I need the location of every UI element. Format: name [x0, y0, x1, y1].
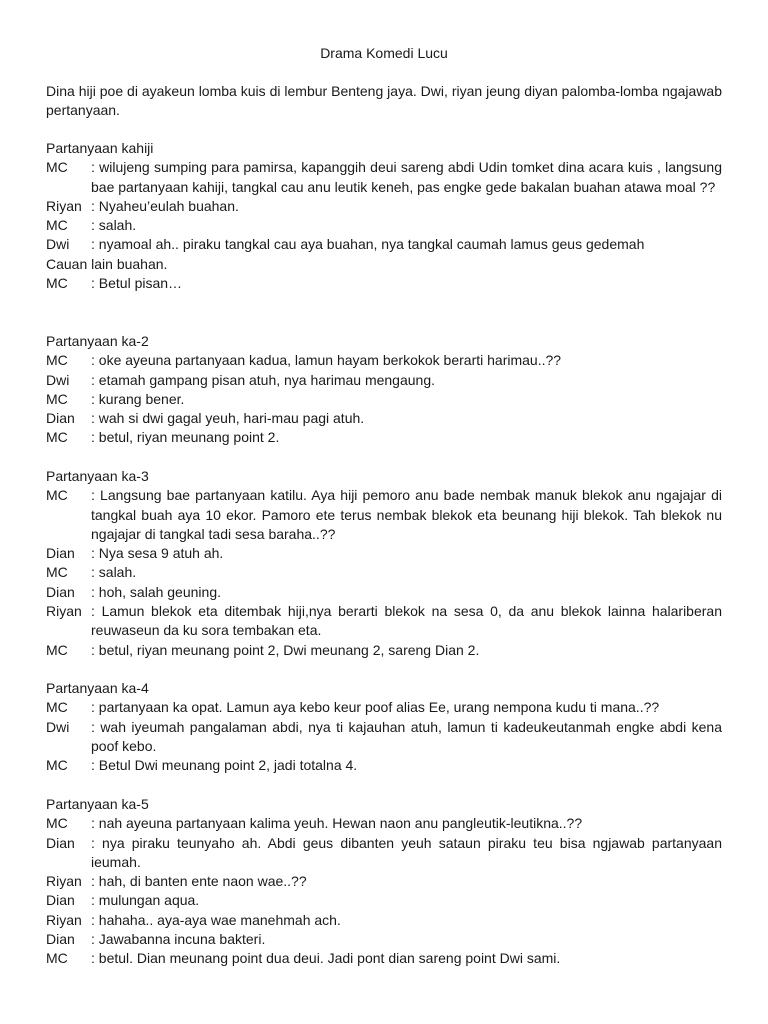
dialogue-line: [46, 351, 722, 370]
dialogue-line: [46, 834, 722, 873]
speaker: MC: [46, 217, 68, 234]
section-heading: Partanyaan ka-5: [46, 796, 149, 812]
dialogue-line: [46, 544, 722, 563]
speaker: Dian: [46, 583, 75, 600]
dialogue-text: : etamah gampang pisan atuh, nya harimau mengaung.: [91, 371, 436, 388]
dialogue-line: [46, 602, 722, 641]
speaker: MC: [46, 159, 68, 176]
dialogue-text: : Betul Dwi meunang point 2, jadi totalna 4.: [91, 757, 358, 774]
speaker: Dwi: [46, 718, 70, 735]
dialogue-text: : betul, riyan meunang point 2, Dwi meunang 2, sareng Dian 2.: [91, 641, 480, 658]
dialogue-text: : hahaha.. aya-aya wae manehmah ach.: [91, 911, 341, 928]
dialogue-line: [46, 274, 722, 293]
dialogue-line: [46, 216, 722, 235]
dialogue-text: : salah.: [91, 217, 137, 234]
section-heading: Partanyaan ka-3: [46, 468, 149, 484]
speaker: MC: [46, 950, 68, 967]
dialogue-text: : wah iyeumah pangalaman abdi, nya ti kajauhan atuh, lamun ti kadeukeutanmah engke abdi kena poof kebo.: [91, 718, 722, 754]
speaker: Dian: [46, 545, 75, 562]
dialogue-text: : hoh, salah geuning.: [91, 583, 221, 600]
speaker: MC: [46, 275, 68, 292]
dialogue-text: : betul. Dian meunang point dua deui. Jadi pont dian sareng point Dwi sami.: [91, 950, 561, 967]
dialogue-text: : partanyaan ka opat. Lamun aya kebo keur poof alias Ee, urang nempona kudu ti mana..??: [91, 699, 660, 716]
dialogue-text: : nyamoal ah.. piraku tangkal cau aya buahan, nya tangkal caumah lamus geus gedemah: [91, 236, 645, 253]
dialogue-line: [46, 158, 722, 197]
dialogue-line: [46, 428, 722, 447]
speaker: MC: [46, 699, 68, 716]
dialogue-text: : Nyaheu’eulah buahan.: [91, 197, 239, 214]
dialogue-text: : mulungan aqua.: [91, 892, 200, 909]
dialogue-line: [46, 891, 722, 910]
speaker: MC: [46, 429, 68, 446]
speaker: MC: [46, 390, 68, 407]
dialogue-line: [46, 235, 722, 254]
dialogue-text: : oke ayeuna partanyaan kadua, lamun hayam berkokok berarti harimau..??: [91, 352, 562, 369]
dialogue-line: [46, 197, 722, 216]
dialogue-line: [46, 718, 722, 757]
section-5: [46, 795, 722, 969]
section-2: [46, 332, 722, 448]
document-title: Drama Komedi Lucu: [320, 45, 448, 61]
speaker: MC: [46, 815, 68, 832]
dialogue-line: [46, 872, 722, 891]
dialogue-text: : hah, di banten ente naon wae..??: [91, 873, 307, 890]
speaker: Dian: [46, 931, 75, 948]
section-4: [46, 679, 722, 775]
speaker: Riyan: [46, 911, 82, 928]
dialogue-text: : Jawabanna incuna bakteri.: [91, 931, 266, 948]
dialogue-line: [46, 930, 722, 949]
dialogue-text: : wah si dwi gagal yeuh, hari-mau pagi atuh.: [91, 410, 365, 427]
speaker: Dian: [46, 834, 75, 851]
dialogue-line: [46, 756, 722, 775]
dialogue-text: : betul, riyan meunang point 2.: [91, 429, 280, 446]
dialogue-text: : Langsung bae partanyaan katilu. Aya hiji pemoro anu bade nembak manuk blekok anu ngajajar di tangkal buah aya 10 ekor. Pamoro ete terus nembak blekok eta beunang hiji blekok. Tah blekok nu ngajajar di tangkal tadi sesa baraha..??: [91, 487, 722, 542]
dialogue-line: [46, 371, 722, 390]
speaker: MC: [46, 757, 68, 774]
dialogue-text: : nya piraku teunyaho ah. Abdi geus dibanten yeuh sataun piraku teu bisa ngjawab partanyaan ieumah.: [91, 834, 722, 870]
dialogue-line: [46, 583, 722, 602]
speaker: Dian: [46, 892, 75, 909]
dialogue-text: : Lamun blekok eta ditembak hiji,nya berarti blekok na sesa 0, da anu blekok lainna halariberan reuwaseun da ku sora tembakan eta.: [91, 603, 722, 639]
speaker: Dwi: [46, 371, 70, 388]
dialogue-line: [46, 563, 722, 582]
section-heading: Partanyaan ka-2: [46, 333, 149, 349]
speaker: Riyan: [46, 873, 82, 890]
dialogue-line: [46, 409, 722, 428]
speaker: Dwi: [46, 236, 70, 253]
section-1: [46, 139, 722, 293]
section-heading: Partanyaan kahiji: [46, 140, 154, 156]
speaker: MC: [46, 487, 68, 504]
speaker: MC: [46, 641, 68, 658]
dialogue-text: Cauan lain buahan.: [46, 255, 168, 272]
dialogue-line: [46, 641, 722, 660]
speaker: Dian: [46, 410, 75, 427]
dialogue-text: : Nya sesa 9 atuh ah.: [91, 545, 224, 562]
dialogue-text: : kurang bener.: [91, 390, 185, 407]
speaker: MC: [46, 564, 68, 581]
dialogue-text: : salah.: [91, 564, 137, 581]
dialogue-line: [46, 949, 722, 968]
dialogue-line: [46, 698, 722, 717]
speaker: Riyan: [46, 197, 82, 214]
section-3: [46, 467, 722, 660]
dialogue-line: [46, 390, 722, 409]
dialogue-text: : nah ayeuna partanyaan kalima yeuh. Hewan naon anu pangleutik-leutikna..??: [91, 815, 583, 832]
speaker: Riyan: [46, 603, 82, 620]
dialogue-text: : Betul pisan…: [91, 275, 183, 292]
dialogue-line: [46, 486, 722, 544]
section-heading: Partanyaan ka-4: [46, 680, 149, 696]
dialogue-line: [46, 911, 722, 930]
speaker: MC: [46, 352, 68, 369]
dialogue-line: [46, 255, 722, 274]
dialogue-line: [46, 814, 722, 833]
dialogue-text: : wilujeng sumping para pamirsa, kapanggih deui sareng abdi Udin tomket dina acara kuis , langsung bae partanyaan kahiji, tangkal cau anu leutik keneh, pas engke gede bakalan buahan atawa moal ??: [91, 159, 722, 195]
intro-paragraph: Dina hiji poe di ayakeun lomba kuis di lembur Benteng jaya. Dwi, riyan jeung diyan palomba-lomba ngajawab pertanyaan.: [46, 83, 722, 119]
